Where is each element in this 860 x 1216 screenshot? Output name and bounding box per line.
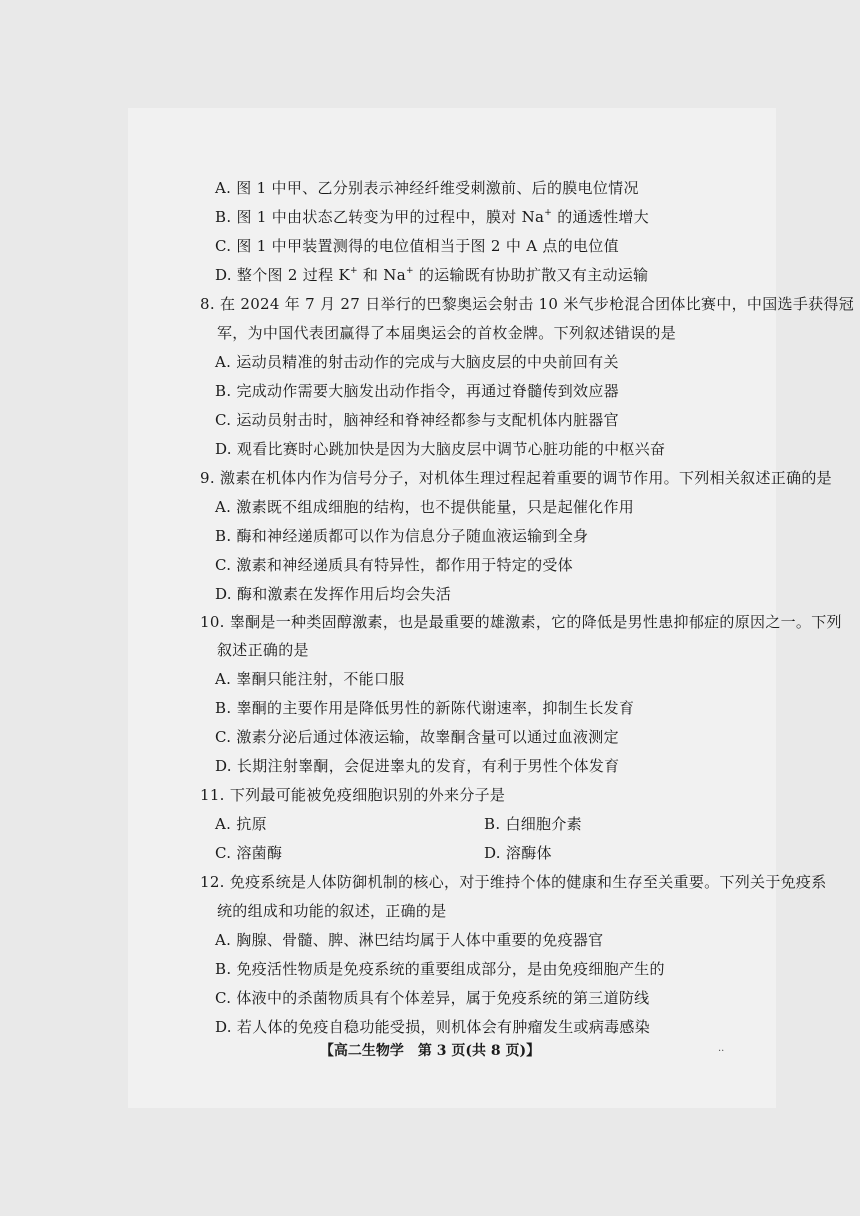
q10-stem-line1: 10. 睾酮是一种类固醇激素，也是最重要的雄激素，它的降低是男性患抑郁症的原因之一。下列: [200, 613, 842, 631]
q8-stem-line1: 8. 在 2024 年 7 月 27 日举行的巴黎奥运会射击 10 米气步枪混合团体比赛中，中国选手获得冠: [200, 295, 855, 313]
q8-option-b: B. 完成动作需要大脑发出动作指令，再通过脊髓传到效应器: [215, 382, 619, 400]
q11-option-c: C. 溶菌酶: [215, 844, 283, 862]
q10-option-b: B. 睾酮的主要作用是降低男性的新陈代谢速率，抑制生长发育: [215, 699, 635, 717]
q12-option-a: A. 胸腺、骨髓、脾、淋巴结均属于人体中重要的免疫器官: [215, 931, 604, 949]
q10-option-a: A. 睾酮只能注射，不能口服: [215, 670, 405, 688]
q8-option-c: C. 运动员射击时，脑神经和脊神经都参与支配机体内脏器官: [215, 411, 619, 429]
q12-option-c: C. 体液中的杀菌物质具有个体差异，属于免疫系统的第三道防线: [215, 989, 650, 1007]
q9-stem: 9. 激素在机体内作为信号分子，对机体生理过程起着重要的调节作用。下列相关叙述正确的是: [200, 469, 832, 487]
q7-option-d: D. 整个图 2 过程 K+ 和 Na+ 的运输既有协助扩散又有主动运输: [215, 266, 649, 284]
q9-option-d: D. 酶和激素在发挥作用后均会失活: [215, 585, 452, 603]
q12-option-d: D. 若人体的免疫自稳功能受损，则机体会有肿瘤发生或病毒感染: [215, 1018, 651, 1036]
q12-option-b: B. 免疫活性物质是免疫系统的重要组成部分，是由免疫细胞产生的: [215, 960, 665, 978]
scan-mark: ··: [718, 1046, 725, 1057]
q7-option-b: B. 图 1 中由状态乙转变为甲的过程中，膜对 Na+ 的通透性增大: [215, 208, 649, 226]
q8-option-a: A. 运动员精准的射击动作的完成与大脑皮层的中央前回有关: [215, 353, 619, 371]
q9-option-a: A. 激素既不组成细胞的结构，也不提供能量，只是起催化作用: [215, 498, 635, 516]
q7-option-a: A. 图 1 中甲、乙分别表示神经纤维受刺激前、后的膜电位情况: [215, 179, 639, 197]
q7-option-c: C. 图 1 中甲装置测得的电位值相当于图 2 中 A 点的电位值: [215, 237, 619, 255]
q10-option-c: C. 激素分泌后通过体液运输，故睾酮含量可以通过血液测定: [215, 728, 619, 746]
q12-stem-line1: 12. 免疫系统是人体防御机制的核心，对于维持个体的健康和生存至关重要。下列关于免疫系: [200, 873, 827, 891]
q8-option-d: D. 观看比赛时心跳加快是因为大脑皮层中调节心脏功能的中枢兴奋: [215, 440, 666, 458]
q10-stem-line2: 叙述正确的是: [217, 641, 309, 659]
page-footer: 【高二生物学 第 3 页(共 8 页)】: [319, 1043, 541, 1059]
q11-option-b: B. 白细胞介素: [484, 815, 582, 833]
q11-stem: 11. 下列最可能被免疫细胞识别的外来分子是: [200, 786, 506, 804]
scanned-page: [128, 108, 776, 1108]
q8-stem-line2: 军，为中国代表团赢得了本届奥运会的首枚金牌。下列叙述错误的是: [217, 324, 677, 342]
q9-option-c: C. 激素和神经递质具有特异性，都作用于特定的受体: [215, 556, 573, 574]
q11-option-d: D. 溶酶体: [484, 844, 552, 862]
q9-option-b: B. 酶和神经递质都可以作为信息分子随血液运输到全身: [215, 527, 589, 545]
q10-option-d: D. 长期注射睾酮，会促进睾丸的发育，有利于男性个体发育: [215, 757, 620, 775]
q12-stem-line2: 统的组成和功能的叙述，正确的是: [217, 902, 447, 920]
q11-option-a: A. 抗原: [215, 815, 267, 833]
